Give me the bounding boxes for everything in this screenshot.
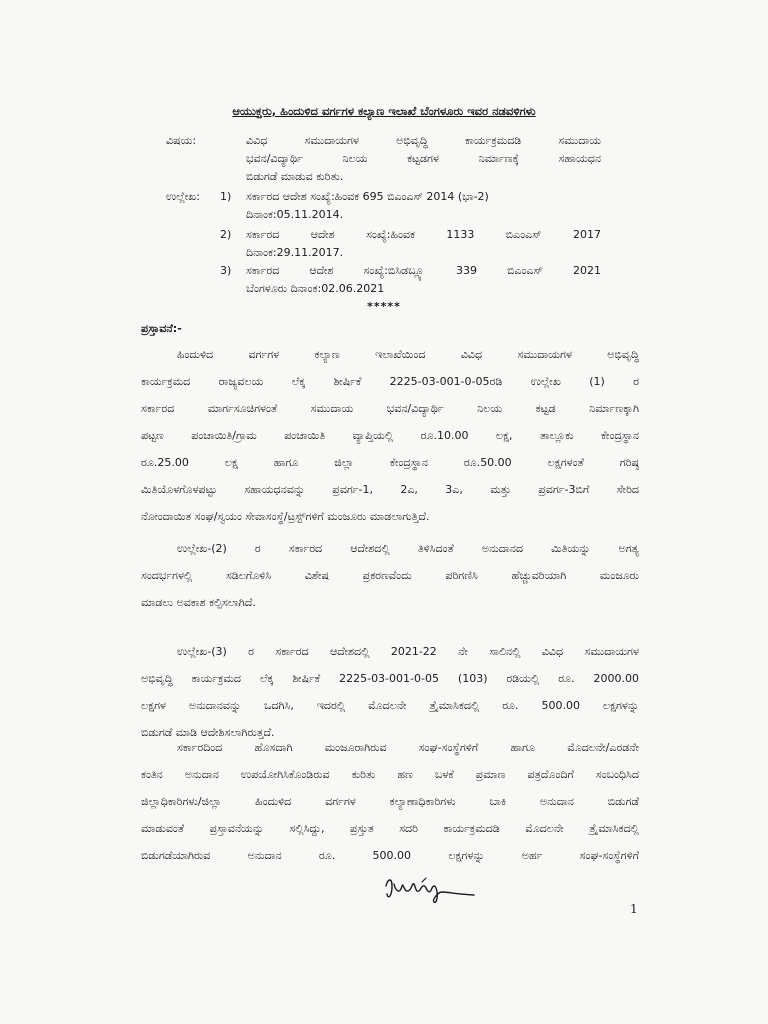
reference-text: ಸರ್ಕಾರದ ಆದೇಶ ಸಂಖ್ಯೆ:ಹಿಂವಕ 1133 ಬಿಎಂಎಸ್ 2017 [246,228,601,241]
paragraph-1 [141,341,639,530]
subject-line: ವಿವಿಧ ಸಮುದಾಯಗಳ ಅಭಿವೃದ್ಧಿ ಕಾರ್ಯಕ್ರಮದಡಿ ಸಮುದಾಯ [246,134,601,147]
paragraph-line: ಉಲ್ಲೇಖ-(3) ರ ಸರ್ಕಾರದ ಆದೇಶದಲ್ಲಿ 2021-22 ನೇ ಸಾಲಿನಲ್ಲಿ ವಿವಿಧ ಸಮುದಾಯಗಳ [177,645,639,658]
paragraph-line: ನೋಂದಾಯಿತ ಸಂಘ/ಸ್ವಯಂ ಸೇವಾಸಂಸ್ಥೆ/ಟ್ರಸ್ಟ್‌ಗಳಿಗೆ ಮಂಜೂರು ಮಾಡಲಾಗುತ್ತಿದೆ. [141,510,430,523]
subject-label: ವಿಷಯ: [166,134,197,147]
handwritten-signature [382,874,482,908]
reference-date: ದಿನಾಂಕ:05.11.2014. [246,208,344,221]
subject-line: ಬಿಡುಗಡೆ ಮಾಡುವ ಕುರಿತು. [246,170,344,183]
paragraph-4 [141,734,639,869]
paragraph-line: ಜಿಲ್ಲಾಧಿಕಾರಿಗಳು/ಜಿಲ್ಲಾ ಹಿಂದುಳಿದ ವರ್ಗಗಳ ಕಲ್ಯಾಣಾಧಿಕಾರಿಗಳು ಬಾಕಿ ಅನುದಾನ ಬಿಡುಗಡೆ [141,795,639,808]
reference-number: 3) [220,264,232,277]
paragraph-line: ಪಟ್ಟಣ ಪಂಚಾಯಿತಿ/ಗ್ರಾಮ ಪಂಚಾಯಿತಿ ವ್ಯಾಪ್ತಿಯಲ್ಲಿ ರೂ.10.00 ಲಕ್ಷ, ತಾಲ್ಲೂಕು ಕೇಂದ್ರಸ್ಥಾನ [141,429,639,442]
subject-line: ಭವನ/ವಿದ್ಯಾರ್ಥಿ ನಿಲಯ ಕಟ್ಟಡಗಳ ನಿರ್ಮಾಣಕ್ಕೆ ಸಹಾಯಧನ [246,152,601,165]
reference-text: ಸರ್ಕಾರದ ಆದೇಶ ಸಂಖ್ಯೆ:ಹಿಂವಕ 695 ಬಿಎಂಎಸ್ 2014 (ಭಾ-2) [246,190,489,203]
paragraph-line: ಮಾಡುವಂತೆ ಪ್ರಸ್ತಾವನೆಯನ್ನು ಸಲ್ಲಿಸಿದ್ದು, ಪ್ರಸ್ತುತ ಸದರಿ ಕಾರ್ಯಕ್ರಮದಡಿ ಮೊದಲನೇ ತ್ರೈಮಾಸಿಕದಲ್ಲಿ [141,822,639,835]
reference-label: ಉಲ್ಲೇಖ: [166,190,200,203]
paragraph-line: ಸರ್ಕಾರದ ಮಾರ್ಗಸೂಚಿಗಳಂತೆ ಸಮುದಾಯ ಭವನ/ವಿದ್ಯಾರ್ಥಿ ನಿಲಯ ಕಟ್ಟಡ ನಿರ್ಮಾಣಕ್ಕಾಗಿ [141,402,639,415]
reference-date: ಬೆಂಗಳೂರು ದಿನಾಂಕ:02.06.2021 [246,282,385,295]
paragraph-line: ಕಂತಿನ ಅನುದಾನ ಉಪಯೋಗಿಸಿಕೊಂಡಿರುವ ಕುರಿತು ಹಣ ಬಳಕೆ ಪ್ರಮಾಣ ಪತ್ರದೊಂದಿಗೆ ಸಂಬಂಧಿಸಿದ [141,768,639,781]
reference-number: 1) [220,190,232,203]
paragraph-line: ಬಿಡುಗಡೆ ಮಾಡಿ ಆದೇಶಿಸಲಾಗಿರುತ್ತದೆ. [141,726,275,739]
separator: ***** [367,300,401,313]
reference-number: 2) [220,228,232,241]
paragraph-line: ಮಾಡಲು ಅವಕಾಶ ಕಲ್ಪಿಸಲಾಗಿದೆ. [141,596,256,609]
paragraph-line: ಬಿಡುಗಡೆಯಾಗಿರುವ ಅನುದಾನ ರೂ. 500.00 ಲಕ್ಷಗಳನ್ನು ಅರ್ಹ ಸಂಘ-ಸಂಸ್ಥೆಗಳಿಗೆ [141,849,639,862]
paragraph-line: ಕಾರ್ಯಕ್ರಮದ ರಾಜ್ಯವಲಯ ಲೆಕ್ಕ ಶೀರ್ಷಿಕೆ 2225-03-001-0-05ರಡಿ ಉಲ್ಲೇಖ (1) ರ [141,375,639,388]
paragraph-line: ರೂ.25.00 ಲಕ್ಷ ಹಾಗೂ ಜಿಲ್ಲಾ ಕೇಂದ್ರಸ್ಥಾನ ರೂ.50.00 ಲಕ್ಷಗಳಂತೆ ಗರಿಷ್ಠ [141,456,639,469]
paragraph-line: ಉಲ್ಲೇಖ-(2) ರ ಸರ್ಕಾರದ ಆದೇಶದಲ್ಲಿ ತಿಳಿಸಿದಂತೆ ಅನುದಾನದ ಮಿತಿಯನ್ನು ಅಗತ್ಯ [177,542,639,555]
paragraph-line: ಸರ್ಕಾರದಿಂದ ಹೊಸದಾಗಿ ಮಂಜೂರಾಗಿರುವ ಸಂಘ-ಸಂಸ್ಥೆಗಳಿಗೆ ಹಾಗೂ ಮೊದಲನೇ/ಎರಡನೇ [177,741,639,754]
paragraph-line: ಮಿತಿಯೊಳಗೊಳಪಟ್ಟು ಸಹಾಯಧನವನ್ನು ಪ್ರವರ್ಗ-1, 2ಎ, 3ಎ, ಮತ್ತು ಪ್ರವರ್ಗ-3ಬಿಗೆ ಸೇರಿದ [141,483,639,496]
preamble-label: ಪ್ರಸ್ತಾವನೆ:- [141,322,182,335]
reference-text: ಸರ್ಕಾರದ ಆದೇಶ ಸಂಖ್ಯೆ:ಬಿಸಿಡಬ್ಲ್ಯೂ 339 ಬಿಎಂಎಸ್ 2021 [246,264,601,277]
paragraph-line: ಲಕ್ಷಗಳ ಅನುದಾನವನ್ನು ಒದಗಿಸಿ, ಇದರಲ್ಲಿ ಮೊದಲನೇ ತ್ರೈಮಾಸಿಕದಲ್ಲಿ ರೂ. 500.00 ಲಕ್ಷಗಳನ್ನು [141,699,639,712]
paragraph-line: ಹಿಂದುಳಿದ ವರ್ಗಗಳ ಕಲ್ಯಾಣ ಇಲಾಖೆಯಿಂದ ವಿವಿಧ ಸಮುದಾಯಗಳ ಅಭಿವೃದ್ಧಿ [177,348,639,361]
reference-date: ದಿನಾಂಕ:29.11.2017. [246,246,344,259]
paragraph-line: ಸಂದರ್ಭಗಳಲ್ಲಿ ಸಡಿಲಗೊಳಿಸಿ ವಿಶೇಷ ಪ್ರಕರಣವೆಂದು ಪರಿಗಣಿಸಿ ಹೆಚ್ಚುವರಿಯಾಗಿ ಮಂಜೂರು [141,569,639,582]
page-number: 1 [630,902,638,916]
paragraph-line: ಅಭಿವೃದ್ಧಿ ಕಾರ್ಯಕ್ರಮದ ಲೆಕ್ಕ ಶೀರ್ಷಿಕೆ 2225-03-001-0-05 (103) ರಡಿಯಲ್ಲಿ ರೂ. 2000.00 [141,672,639,685]
paragraph-2 [141,535,639,616]
document-heading: ಆಯುಕ್ತರು, ಹಿಂದುಳಿದ ವರ್ಗಗಳ ಕಲ್ಯಾಣ ಇಲಾಖೆ ಬೆಂಗಳೂರು ಇವರ ನಡವಳಿಗಳು [232,104,536,118]
paragraph-3 [141,638,639,746]
